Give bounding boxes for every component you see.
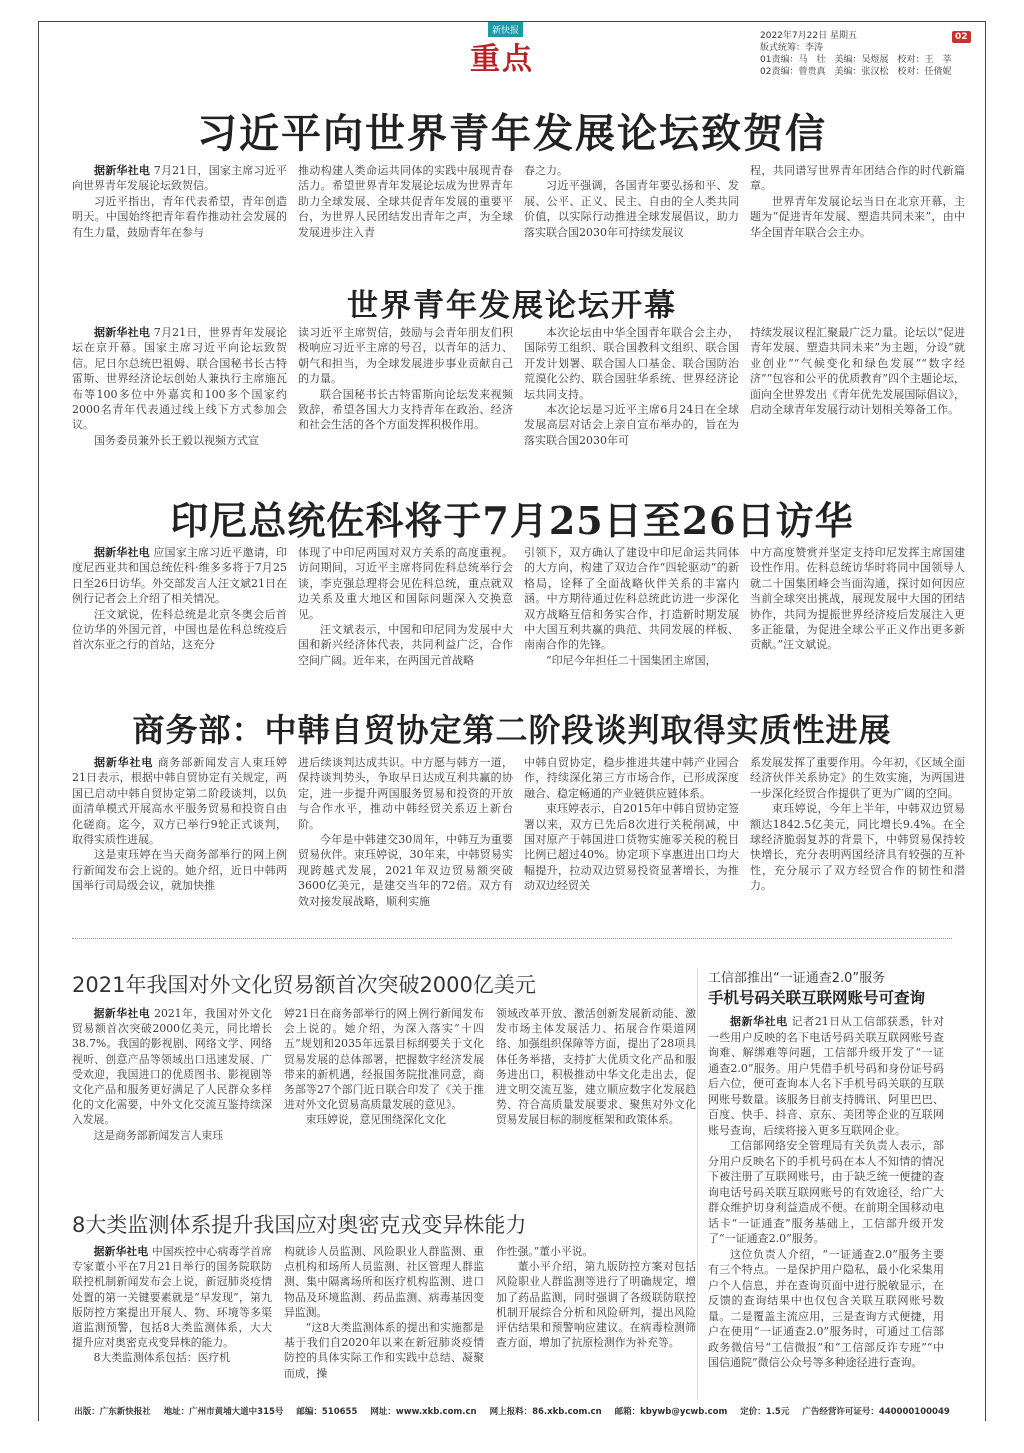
paragraph: 据新华社电 7月21日，国家主席习近平向世界青年发展论坛致贺信。 xyxy=(72,164,287,193)
paragraph: 习近平强调，各国青年要弘扬和平、发展、公平、正义、民主、自由的全人类共同价值，以实际行动推进全球发展倡议，助力落实联合国2030年可持续发展议 xyxy=(524,179,739,239)
edition-info xyxy=(760,30,951,78)
article-column xyxy=(72,545,287,668)
paragraph: 作性强。”董小平说。 xyxy=(496,1245,594,1258)
paragraph: 进后续谈判达成共识。中方愿与韩方一道，保持谈判势头，争取早日达成互利共赢的协定，进一步提升两国服务贸易和投资的开放与合作水平，推动中韩经贸关系迈上新台阶。 xyxy=(298,756,513,831)
edition-date: 2022年7月22日 星期五 xyxy=(760,31,857,41)
article-column xyxy=(298,163,513,240)
paragraph: 据新华社电 应国家主席习近平邀请，印度尼西亚共和国总统佐科·维多多将于7月25日至26日访华。外交部发言人汪文斌21日在例行记者会上介绍了相关情况。 xyxy=(72,546,288,606)
footer-publisher: 出版：广东新快报社 xyxy=(74,1407,151,1417)
paragraph: 习近平指出，青年代表希望，青年创造明天。中国始终把青年看作推动社会发展的有生力量，鼓励青年在参与 xyxy=(72,194,287,239)
page-footer xyxy=(40,1405,984,1417)
article-column xyxy=(524,755,739,909)
paragraph: 据新华社电 记者21日从工信部获悉，针对一些用户反映的名下电话号码关联互联网账号查询难、解绑难等问题，工信部升级开发了“一证通查2.0”服务。用户凭借手机号码和身份证号码后六位，便可查询本人名下手机号码关联的互联网账号数量。该服务目前支持腾讯、阿里巴巴、百度、快手、抖音、京东、美团等企业的互联网账号查询，后续将接入更多互联网企业。 xyxy=(708,1015,945,1137)
section-title: 重点 xyxy=(470,42,534,77)
paragraph: 本次论坛由中华全国青年联合会主办，国际劳工组织、联合国教科文组织、联合国开发计划署、联合国人口基金、联合国防治荒漠化公约、联合国驻华系统、世界经济论坛共同支持。 xyxy=(524,326,739,401)
paragraph: 8大类监测体系包括：医疗机 xyxy=(93,1351,231,1365)
paragraph: 董小平介绍，第九版防控方案对包括风险职业人群监测等进行了明确规定，增加了药品监测，同时强调了各级联防联控机制开展综合分析和风险研判，提出风险评估结果和预警响应建议。在病毒检测筛查方面，增加了抗原检测作为补充等。 xyxy=(496,1260,696,1350)
article-headline: 习近平向世界青年发展论坛致贺信 xyxy=(197,110,827,157)
paragraph: 婷21日在商务部举行的网上例行新闻发布会上说的。她介绍，为深入落实“十四五”规划和2035年远景目标纲要关于文化贸易发展的总体部署，把握数字经济发展带来的新机遇，经报国务院批准同意，商务部等27个部门近日联合印发了《关于推进对外文化贸易高质量发展的意见》。 xyxy=(284,1007,484,1112)
article-column xyxy=(72,755,287,909)
paragraph: 汪文斌表示，中国和印尼同为发展中大国和新兴经济体代表，共同利益广泛，合作空间广阔。近年来，在两国元首战略 xyxy=(298,623,513,667)
paragraph: 引领下，双方确认了建设中印尼命运共同体的大方向，构建了双边合作“四轮驱动”的新格局，诠释了全面战略伙伴关系的丰富内涵。中方期待通过佐科总统此访进一步深化双方战略互信和务实合作，打造新时期发展中大国互利共赢的典范、共同发展的样板、南南合作的先锋。 xyxy=(524,546,739,652)
footer-address: 地址：广州市黄埔大道中315号 xyxy=(163,1407,284,1417)
layout-editor: 版式统筹：李涛 xyxy=(760,43,824,53)
paragraph: 系发展发挥了重要作用。今年初，《区域全面经济伙伴关系协定》的生效实施，为两国进一步深化经贸合作提供了更为广阔的空间。 xyxy=(750,756,965,800)
footer-postcode: 邮编：510655 xyxy=(296,1407,358,1417)
editors-01: 01责编：马 壮 美编：吴煜展 校对：王 莘 xyxy=(760,55,952,65)
article-headline: 8大类监测体系提升我国应对奥密克戎变异株能力 xyxy=(72,1213,527,1237)
paragraph: 体现了中印尼两国对双方关系的高度重视。访问期间，习近平主席将同佐科总统举行会谈，李克强总理将会见佐科总统，重点就双边关系及重大地区和国际问题深入交换意见。 xyxy=(298,546,513,621)
newspaper-badge: 新快报 xyxy=(488,22,523,37)
paragraph: 程，共同谱写世界青年团结合作的时代新篇章。 xyxy=(750,164,965,193)
column-rule xyxy=(697,968,698,1400)
article-column xyxy=(750,545,965,668)
paragraph: 束珏婷说，意见围绕深化文化 xyxy=(305,1113,446,1127)
paragraph: 世界青年发展论坛当日在北京开幕，主题为“促进青年发展、塑造共同未来”，由中华全国青年联合会主办。 xyxy=(750,194,965,239)
article-column xyxy=(72,325,287,448)
article-column xyxy=(496,1244,696,1381)
article-column xyxy=(524,163,739,240)
article-column xyxy=(284,1006,484,1143)
paragraph: 读习近平主席贺信，鼓励与会青年朋友们积极响应习近平主席的号召，以青年的活力、朝气和担当，为全球发展进步事业贡献自己的力量。 xyxy=(298,326,513,386)
article-column xyxy=(496,1006,696,1143)
editors-02: 02责编：曾贵真 美编：张汉松 校对：任倩妮 xyxy=(760,67,952,77)
article-column xyxy=(284,1244,484,1381)
footer-price: 定价：1.5元 xyxy=(740,1407,790,1417)
article-body xyxy=(72,755,965,909)
footer-tips[interactable]: 网上报料：86.xkb.com.cn xyxy=(489,1407,602,1417)
footer-license: 广告经营许可证号：440000100049 xyxy=(802,1407,950,1417)
paragraph: 推动构建人类命运共同体的实践中展现青春活力。希望世界青年发展论坛成为世界青年助力全球发展、全球共促青年发展的重要平台，为世界人民团结发出青年之声，为全球发展进步注入青 xyxy=(298,164,513,239)
paragraph: 国务委员兼外长王毅以视频方式宣 xyxy=(94,433,259,447)
paragraph: 据新华社电 商务部新闻发言人束珏婷21日表示，根据中韩自贸协定有关规定，两国已启动中韩自贸协定第二阶段谈判，以负面清单模式开展高水平服务贸易和投资自由化磋商。迄今，双方已举行9轮正式谈判，取得实质性进展。 xyxy=(72,756,287,847)
paragraph: 束珏婷说，今年上半年，中韩双边贸易额达1842.5亿美元，同比增长9.4%。在全球经济脆弱复苏的背景下，中韩贸易保持较快增长，充分表明两国经济具有较强的互补性，充分展示了双方经贸合作的韧性和潜力。 xyxy=(750,802,965,893)
article-headline: 印尼总统佐科将于7月25日至26日访华 xyxy=(170,498,854,543)
byline: 据新华社电 xyxy=(93,1245,149,1258)
byline: 据新华社电 xyxy=(94,756,154,769)
article-headline: 世界青年发展论坛开幕 xyxy=(347,288,677,324)
article-column xyxy=(750,755,965,909)
article-column xyxy=(750,163,965,240)
article-column xyxy=(72,1244,272,1381)
paragraph: 工信部网络安全管理局有关负责人表示，部分用户反映名下的手机号码在本人不知情的情况下被注册了互联网账号，由于缺乏统一便捷的查询电话号码关联互联网账号的有效途径，给广大群众维护切身利益造成不便。在前期全国移动电话卡“一证通查”服务基础上，工信部升级开发了“一证通查2.0”服务。 xyxy=(708,1139,944,1245)
article-column xyxy=(524,325,739,448)
byline: 据新华社电 xyxy=(730,1015,788,1028)
article-column xyxy=(298,325,513,448)
paragraph: “印尼今年担任二十国集团主席国， xyxy=(546,653,717,667)
paragraph: 中方高度赞赏并坚定支持印尼发挥主席国建设性作用。佐科总统访华时将同中国领导人就二十国集团峰会当面沟通，探讨如何因应当前全球突出挑战，展现发展中大国的团结协作，共同为提振世界经济疫后发展注入更多正能量，为促进全球公平正义作出更多新贡献。”汪文斌说。 xyxy=(750,546,965,652)
section-divider xyxy=(72,938,952,939)
article-body xyxy=(72,1244,696,1381)
byline: 据新华社电 xyxy=(94,326,151,339)
page-number: 02 xyxy=(952,31,971,43)
article-column xyxy=(298,755,513,909)
article-body xyxy=(72,163,965,240)
article-body xyxy=(72,545,965,668)
article-headline: 手机号码关联互联网账号可查询 xyxy=(708,989,926,1007)
paragraph: 这位负责人介绍，“一证通查2.0”服务主要有三个特点。一是保护用户隐私，最小化采集用户个人信息，并在查询页面中进行脱敏显示，在反馈的查询结果中也仅包含关联互联网账号数量。二是覆盖主流应用，三是查询方式便捷，用户在使用“一证通查2.0”服务时，可通过工信部政务微信号“工信微报”和“工信部反诈专班”“中国信通院”微信公众号等多种途径进行查询。 xyxy=(708,1247,944,1369)
paragraph: 持续发展议程汇聚最广泛力量。论坛以“促进青年发展、塑造共同未来”为主题，分设“就业创业”“气候变化和绿色发展”“数字经济”“包容和公平的优质教育”四个主题论坛，面向全世界发出《青年优先发展国际倡议》，启动全球青年发展行动计划相关筹备工作。 xyxy=(750,326,965,417)
paragraph: 据新华社电 2021年，我国对外文化贸易额首次突破2000亿美元，同比增长38.7%。我国的影视剧、网络文学、网络视听、创意产品等领域出口迅速发展、广受欢迎，我国进口的优质图书、影视剧等文化产品和服务更好满足了人民群众多样化的文化需要，中外文化交流互鉴持续深入发展。 xyxy=(72,1007,273,1127)
paragraph: 这是束珏婷在当天商务部举行的网上例行新闻发布会上说的。她介绍，近日中韩两国举行司局级会议，就加快推 xyxy=(72,848,287,893)
paragraph: 联合国秘书长古特雷斯向论坛发来视频致辞，希望各国大力支持青年在政治、经济和社会生活的各个方面发挥积极作用。 xyxy=(298,387,513,432)
paragraph: “这8大类监测体系的提出和实施都是基于我们自2020年以来在新冠肺炎疫情防控的具体实际工作和实践中总结、凝聚而成，操 xyxy=(284,1321,484,1380)
article-column xyxy=(750,325,965,448)
article-body xyxy=(72,1006,696,1143)
footer-website[interactable]: 网址：www.xkb.com.cn xyxy=(370,1407,477,1417)
paragraph: 束珏婷表示，自2015年中韩自贸协定签署以来，双方已先后8次进行关税削减，中国对原产于韩国进口货物实施零关税的税目比例已超过40%。协定项下享惠进出口均大幅提升，拉动双边贸易投资显著增长，为推动双边经贸关 xyxy=(524,802,739,893)
article-headline: 2021年我国对外文化贸易额首次突破2000亿美元 xyxy=(72,973,536,997)
paragraph: 本次论坛是习近平主席6月24日在全球发展高层对话会上亲自宣布举办的，旨在为落实联合国2030年可 xyxy=(524,403,739,447)
footer-email[interactable]: 邮箱：kbywb@ycwb.com xyxy=(614,1407,728,1417)
article-column xyxy=(524,545,739,668)
paragraph: 汪文斌说，佐科总统是北京冬奥会后首位访华的外国元首，中国也是佐科总统疫后首次东亚之行的首站，这充分 xyxy=(72,607,287,652)
byline: 据新华社电 xyxy=(94,164,151,177)
article-column xyxy=(72,163,287,240)
paragraph: 构就诊人员监测、风险职业人群监测、重点机构和场所人员监测、社区管理人群监测、集中隔离场所和医疗机构监测、进口物品及环境监测、药品监测、病毒基因变异监测。 xyxy=(284,1245,484,1319)
article-column xyxy=(72,1006,272,1143)
article-kicker: 工信部推出“一证通查2.0”服务 xyxy=(708,971,886,986)
article-column xyxy=(298,545,513,668)
paragraph: 今年是中韩建交30周年，中韩互为重要贸易伙伴。束珏婷说，30年来，中韩贸易实现跨越式发展，2021年双边贸易额突破3600亿美元，是建交当年的72倍。双方有效对接发展战略，顺利实施 xyxy=(298,833,513,908)
byline: 据新华社电 xyxy=(94,546,150,559)
article-headline: 商务部：中韩自贸协定第二阶段谈判取得实质性进展 xyxy=(132,711,892,749)
article-body xyxy=(708,1014,944,1371)
article-body xyxy=(72,325,965,448)
paragraph: 春之力。 xyxy=(524,164,568,177)
paragraph: 领域改革开放、激活创新发展新动能、激发市场主体发展活力、拓展合作渠道网络、加强组织保障等方面，提出了28项具体任务举措，支持扩大优质文化产品和服务进出口，积极推动中华文化走出去，促进文明交流互鉴，建立顺应数字化发展趋势、符合高质量发展要求、聚焦对外文化贸易发展目标的制度框架和政策体系。 xyxy=(496,1007,696,1127)
paragraph: 据新华社电 中国疾控中心病毒学首席专家董小平在7月21日举行的国务院联防联控机制新闻发布会上说，新冠肺炎疫情处置的第一关键要素就是“早发现”，第九版防控方案提出开展人、物、环境等多渠道监测预警，包括8大类监测体系，大大提升应对奥密克戎变异株的能力。 xyxy=(72,1245,273,1350)
paragraph: 中韩自贸协定，稳步推进共建中韩产业园合作，持续深化第三方市场合作，已形成深度融合、稳定畅通的产业链供应链体系。 xyxy=(524,756,739,800)
paragraph: 这是商务部新闻发言人束珏 xyxy=(93,1128,224,1142)
paragraph: 据新华社电 7月21日，世界青年发展论坛在京开幕。国家主席习近平向论坛致贺信。尼日尔总统巴祖姆、联合国秘书长古特雷斯、世界经济论坛创始人兼执行主席施瓦布等100多位中外嘉宾和100多个国家约2000名青年代表通过线上线下方式参加会议。 xyxy=(72,326,287,432)
byline: 据新华社电 xyxy=(93,1007,151,1020)
